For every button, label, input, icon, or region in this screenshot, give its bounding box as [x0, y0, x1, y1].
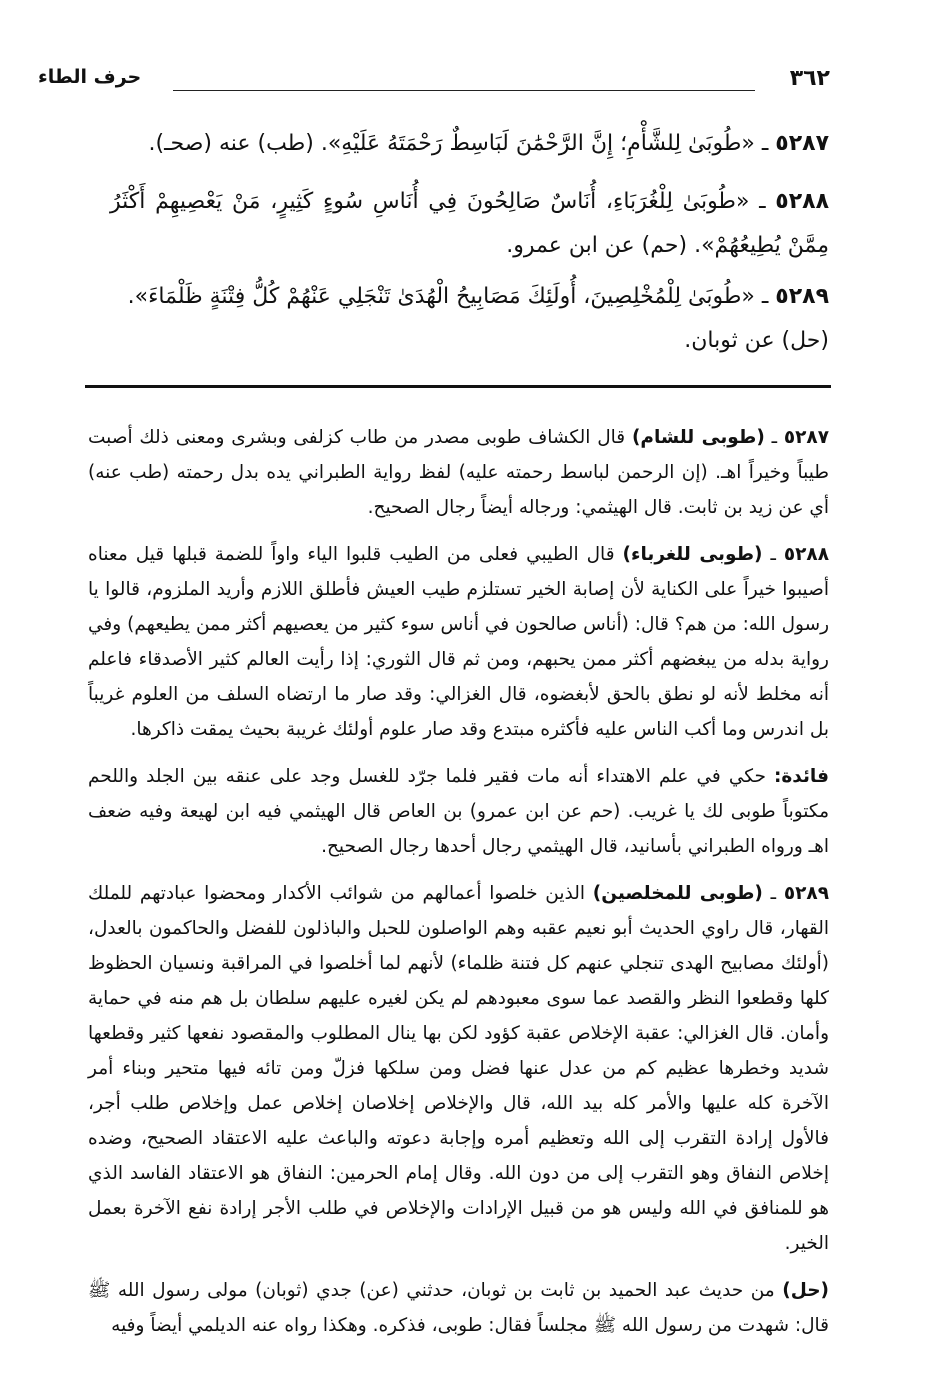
hadith-number: ٥٢٨٧ [775, 131, 829, 156]
commentary-paragraph: فائدة: حكي في علم الاهتداء أنه مات فقير فلما جرّد للغسل وجد على عنقه بين الجلد واللحم مكتوباً طوبى لك يا غريب. (حم عن ابن عمرو) بن العاص قال الهيثمي فيه ابن لهيعة وفيه ضعف اهـ ورواه الطبراني بأسانيد، قال الهيثمي رجال أحدها رجال الصحيح. [88, 766, 829, 857]
commentary-paragraph: ٥٢٨٧ ـ (طوبى للشام) قال الكشاف طوبى مصدر من طاب كزلفى وبشرى ومعنى ذلك أصبت طيباً وخيراً اهـ. (إن الرحمن لباسط رحمته عليه) لفظ رواية الطبراني يده بدل رحمته (طب عنه) أي عن زيد بن ثابت. قال الهيثمي: ورجاله أيضاً رجال الصحيح. [88, 427, 830, 518]
commentary-paragraph: ٥٢٨٨ ـ (طوبى للغرباء) قال الطيبي فعلى من الطيب قلبوا الياء واواً للضمة قبلها قيل معناه أصيبوا خيراً على الكناية لأن إصابة الخير تستلزم طيب العيش فأطلق اللازم وأريد الملزوم، قالوا يا رسول الله: من هم؟ قال: (أناس صالحون في أناس سوء كثير من يعصيهم أكثر ممن يطيعهم) وفي رواية بدله من يبغضهم أكثر ممن يحبهم، ومن ثم قال الثوري: إذا رأيت العالم كثير الأصدقاء فاعلم أنه مخلط لأنه لو نطق بالحق لأبغضوه، قال الغزالي: وقد صار ما ارتضاه السلف من العلوم غريباً بل اندرس وما أكب الناس عليه فأكثره مبتدع وقد صار علوم أولئك غريبة بحيث يمقت ذاكرها. [88, 544, 830, 740]
hadith-source: (طب) عنه (صحـ). [148, 131, 314, 156]
hadith-entry: ٥٢٨٧ ـ «طُوبَىٰ لِلشَّأْمِ؛ إِنَّ الرَّحْمَٰنَ لَبَاسِطٌ رَحْمَتَهُ عَلَيْهِ». (طب) عنه (صحـ). [148, 131, 829, 156]
commentary-paragraph: (حل) من حديث عبد الحميد بن ثابت بن ثوبان، حدثني (عن) جدي (ثوبان) مولى رسول الله ﷺ قال: شهدت من رسول الله ﷺ مجلساً فقال: طوبى، فذكره. وهكذا رواه عنه الديلمي أيضاً وفيه [88, 1280, 829, 1336]
page-number: ٣٦٢ [789, 66, 830, 91]
hadith-text: «طُوبَىٰ لِلْغُرَبَاءِ، أُنَاسٌ صَالِحُونَ فِي أُنَاسِ سُوءٍ كَثِيرٍ، مَنْ يَعْصِيهِمْ أَكْثَرُ مِمَّنْ يُطِيعُهُمْ». [110, 189, 829, 258]
hadith-number: ٥٢٨٨ [775, 189, 829, 214]
hadith-entry: ٥٢٨٨ ـ «طُوبَىٰ لِلْغُرَبَاءِ، أُنَاسٌ صَالِحُونَ فِي أُنَاسِ سُوءٍ كَثِيرٍ، مَنْ يَعْصِيهِمْ أَكْثَرُ مِمَّنْ يُطِيعُهُمْ». (حم) عن ابن عمرو. [110, 189, 829, 258]
footnote-divider [85, 385, 831, 388]
commentary-paragraph: ٥٢٨٩ ـ (طوبى للمخلصين) الذين خلصوا أعمالهم من شوائب الأكدار ومحضوا عبادتهم للملك القهار، قال راوي الحديث أبو نعيم عقبه وهم الواصلون للحبل والباذلون للفضل والحاكمون بالعدل، (أولئك مصابيح الهدى تنجلي عنهم كل فتنة ظلماء) لأنهم لما أخلصوا في المراقبة ونسيان الحظوظ كلها وقطعوا النظر والقصد عما سوى معبودهم لم يكن لغيره عليهم سلطان بل هم منه في حماية وأمان. قال الغزالي: عقبة الإخلاص عقبة كؤود لكن بها ينال المطلوب والمقصود نفعها كثير وقطعها شديد وخطرها عظيم كم من عدل عنها فضل ومن سلكها فزلّ ومن تائه فيها متحير وبناء أمر الآخرة كله عليها والأمر كله بيد الله، قال والإخلاص إخلاصان إخلاص عمل وإخلاص طلب أجر، فالأول إرادة التقرب إلى الله وتعظيم أمره وإجابة دعوته والباعث عليه الاعتقاد الصحيح، وضده إخلاص النفاق وهو التقرب إلى من دون الله. وقال إمام الحرمين: النفاق هو الاعتقاد الفاسد الذي هو للمنافق في الله وليس هو من قبيل الإرادات والإخلاص في طلب الأجر إرادة نفع الآخرة بعمل الخير. [88, 883, 829, 1254]
hadith-source: (حل) عن ثوبان. [684, 328, 829, 353]
hadith-text: «طُوبَىٰ لِلشَّأْمِ؛ إِنَّ الرَّحْمَٰنَ لَبَاسِطٌ رَحْمَتَهُ عَلَيْهِ». [320, 131, 755, 156]
hadith-source: (حم) عن ابن عمرو. [506, 233, 688, 258]
hadith-number: ٥٢٨٩ [775, 284, 829, 309]
header-rule [173, 90, 755, 91]
section-title: حرف الطاء [38, 66, 142, 88]
commentary-section [88, 420, 829, 1355]
hadith-entry: ٥٢٨٩ ـ «طُوبَىٰ لِلْمُخْلِصِينَ، أُولَئِكَ مَصَابِيحُ الْهُدَىٰ تَنْجَلِي عَنْهُمْ كُلُّ فِتْنَةٍ ظَلْمَاءَ». (حل) عن ثوبان. [127, 284, 829, 353]
running-header [38, 66, 830, 96]
hadith-text: «طُوبَىٰ لِلْمُخْلِصِينَ، أُولَئِكَ مَصَابِيحُ الْهُدَىٰ تَنْجَلِي عَنْهُمْ كُلُّ فِتْنَةٍ ظَلْمَاءَ». [127, 284, 755, 309]
